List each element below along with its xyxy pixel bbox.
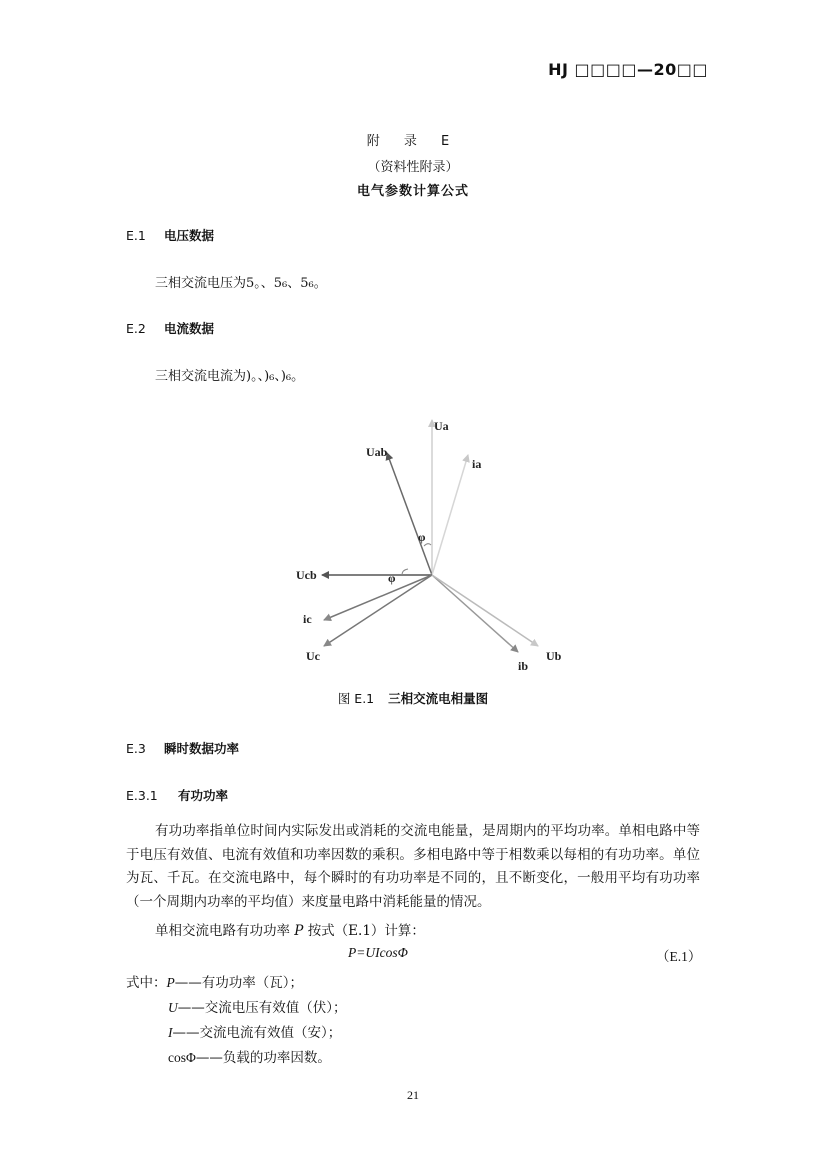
figure-caption <box>0 689 826 707</box>
ic-vector <box>324 575 432 620</box>
def-text-i: ——交流电流有效值（安）； <box>172 1025 342 1041</box>
def-text-cosphi: ——负载的功率因数。 <box>195 1050 331 1066</box>
standard-code-header: HJ □□□□—20□□ <box>548 60 708 79</box>
where-label: 式中： <box>126 975 167 991</box>
section-heading-e2 <box>126 319 214 337</box>
section-number: E.2 <box>126 321 146 336</box>
section-heading-e31 <box>126 786 228 804</box>
uab-vector <box>387 453 432 575</box>
appendix-note: （资料性附录） <box>367 160 459 175</box>
appendix-title: 附 录 E <box>366 134 460 149</box>
section-title: 电流数据 <box>164 321 215 336</box>
voltage-data-text: 三相交流电压为5。、5₆、5₆。 <box>155 276 327 291</box>
variable-p: P <box>294 923 304 939</box>
label-ua: Ua <box>434 419 449 433</box>
current-data-text: 三相交流电流为)。、)₆、)₆。 <box>155 369 305 384</box>
label-ub: Ub <box>546 649 562 663</box>
appendix-name: 电气参数计算公式 <box>356 184 469 199</box>
label-ucb: Ucb <box>296 568 317 582</box>
ib-vector <box>432 575 518 652</box>
label-uab: Uab <box>366 445 388 459</box>
ia-vector <box>432 455 468 575</box>
section-number: E.3 <box>126 741 146 756</box>
active-power-paragraph: 有功功率指单位时间内实际发出或消耗的交流电能量，是周期内的平均功率。单相电路中等于电压有效值、电流有效值和功率因数的乘积。多相电路中等于相数乘以每相的有功功率。单位为瓦、千瓦。在交流电路中，每个瞬时的有功功率是不同的，且不断变化，一般用平均有功功率（一个周期内功率的平均值）来度量电路中消耗能量的情况。 <box>126 823 700 910</box>
definition-u <box>168 996 347 1016</box>
label-ib: ib <box>518 659 529 673</box>
label-ia: ia <box>472 457 482 471</box>
def-text-u: ——交流电压有效值（伏）； <box>177 1000 347 1016</box>
figure-title: 三相交流电相量图 <box>388 691 489 706</box>
label-phi-upper: φ <box>418 530 426 544</box>
def-text-p: ——有功功率（瓦）； <box>174 975 303 991</box>
equation-number: （E.1） <box>656 949 702 964</box>
equation: P=UIcosΦ <box>348 945 408 960</box>
def-symbol-cosphi: cosΦ <box>168 1050 196 1065</box>
label-uc: Uc <box>306 649 320 663</box>
ub-vector <box>432 575 538 646</box>
section-title: 瞬时数据功率 <box>164 741 240 756</box>
def-symbol-u: U <box>168 1000 178 1015</box>
section-number: E.1 <box>126 228 146 243</box>
label-phi-lower: φ <box>388 571 396 585</box>
figure-number: 图 E.1 <box>337 691 375 706</box>
formula-intro: 单相交流电路有功功率 P 按式（E.1）计算： <box>155 923 425 939</box>
section-heading-e1 <box>126 226 214 244</box>
section-heading-e3 <box>126 739 239 757</box>
def-symbol-p: P <box>166 975 175 990</box>
section-number: E.3.1 <box>126 788 158 803</box>
page-number: 21 <box>407 1088 419 1102</box>
definition-cosphi <box>168 1046 331 1066</box>
where-clause <box>126 971 303 991</box>
section-title: 有功功率 <box>178 788 229 803</box>
section-title: 电压数据 <box>164 228 215 243</box>
definition-i <box>168 1021 341 1041</box>
phi-arc-upper <box>424 544 431 546</box>
def-symbol-i: I <box>168 1025 173 1040</box>
phi-arc-lower <box>402 569 408 575</box>
label-ic: ic <box>303 612 312 626</box>
phasor-diagram <box>280 410 580 680</box>
uc-vector <box>324 575 432 646</box>
